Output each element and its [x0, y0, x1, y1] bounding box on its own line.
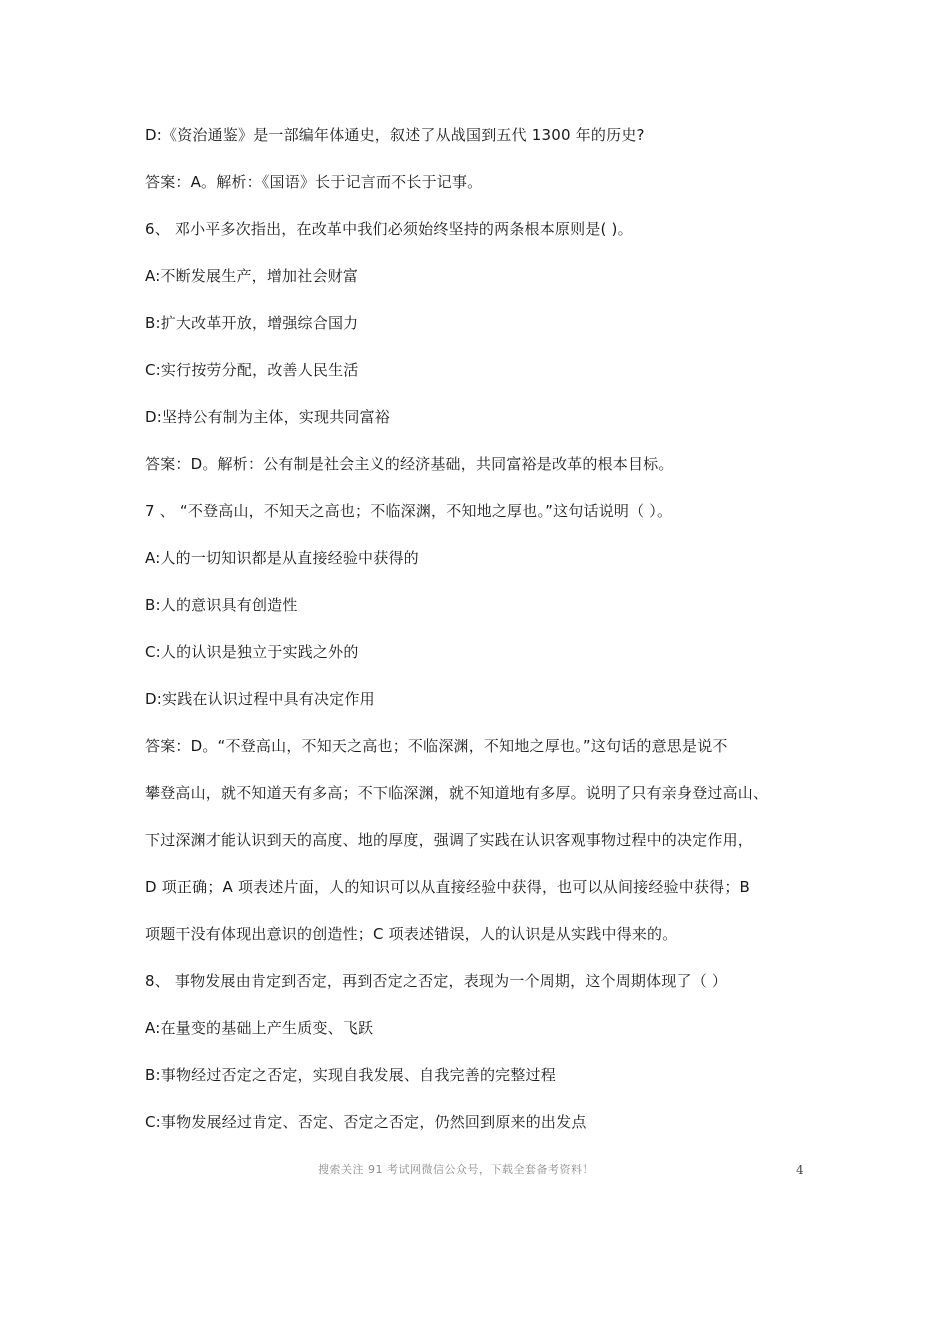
text-line: D:坚持公有制为主体，实现共同富裕: [145, 408, 391, 426]
text-line: 答案：D。解析：公有制是社会主义的经济基础，共同富裕是改革的根本目标。: [145, 455, 674, 473]
footer-promo-text: 搜索关注 91 考试网微信公众号，下载全套备考资料！: [318, 1163, 594, 1176]
page-number: 4: [796, 1163, 804, 1177]
text-line: 项题干没有体现出意识的创造性；C 项表述错误，人的认识是从实践中得来的。: [145, 925, 678, 943]
text-line: A:人的一切知识都是从直接经验中获得的: [145, 549, 419, 567]
page-footer: [0, 1160, 950, 1180]
document-body: [145, 120, 807, 1154]
text-line: 7 、 “不登高山，不知天之高也；不临深渊，不知地之厚也。”这句话说明（ ）。: [145, 502, 673, 520]
text-line: 答案：D。“不登高山，不知天之高也；不临深渊，不知地之厚也。”这句话的意思是说不: [145, 737, 728, 755]
text-line: B:扩大改革开放，增强综合国力: [145, 314, 359, 332]
text-line: D:《资治通鉴》是一部编年体通史，叙述了从战国到五代 1300 年的历史?: [145, 126, 645, 144]
text-line: D 项正确；A 项表述片面，人的知识可以从直接经验中获得，也可以从间接经验中获得；B: [145, 878, 751, 896]
text-line: 下过深渊才能认识到天的高度、地的厚度，强调了实践在认识客观事物过程中的决定作用，: [145, 831, 754, 849]
text-line: A:在量变的基础上产生质变、飞跃: [145, 1019, 374, 1037]
text-line: B:事物经过否定之否定，实现自我发展、自我完善的完整过程: [145, 1066, 556, 1084]
text-line: A:不断发展生产，增加社会财富: [145, 267, 359, 285]
text-line: C:人的认识是独立于实践之外的: [145, 643, 359, 661]
text-line: 攀登高山，就不知道天有多高；不下临深渊，就不知道地有多厚。说明了只有亲身登过高山、: [145, 784, 769, 802]
text-line: 答案：A。解析：《国语》长于记言而不长于记事。: [145, 173, 483, 191]
text-line: C:实行按劳分配，改善人民生活: [145, 361, 359, 379]
text-line: 6、 邓小平多次指出，在改革中我们必须始终坚持的两条根本原则是( )。: [145, 220, 633, 238]
text-line: B:人的意识具有创造性: [145, 596, 298, 614]
text-line: C:事物发展经过肯定、否定、否定之否定，仍然回到原来的出发点: [145, 1113, 587, 1131]
text-line: 8、 事物发展由肯定到否定，再到否定之否定，表现为一个周期，这个周期体现了（ ）: [145, 972, 728, 990]
text-line: D:实践在认识过程中具有决定作用: [145, 690, 375, 708]
